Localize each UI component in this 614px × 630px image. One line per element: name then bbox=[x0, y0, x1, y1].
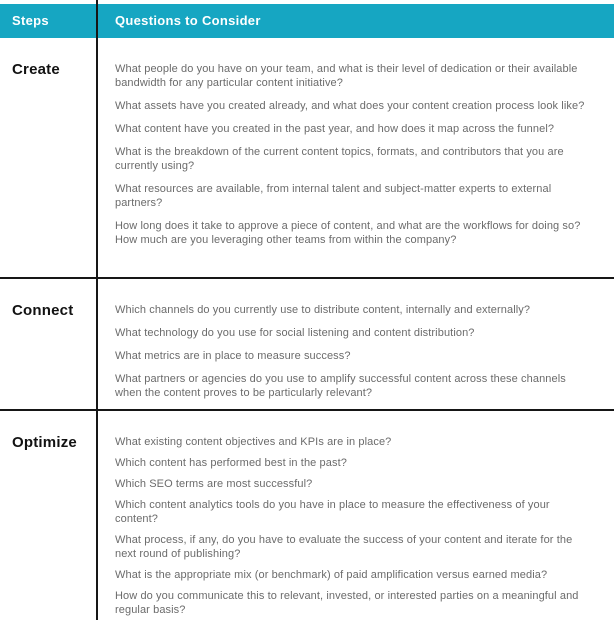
question-text: What metrics are in place to measure success? bbox=[115, 350, 351, 362]
question-text: Which channels do you currently use to distribute content, internally and externally? bbox=[115, 304, 531, 316]
step-label: Connect bbox=[12, 302, 74, 319]
question-text: Which content analytics tools do you have in place to measure the effectiveness of your content? bbox=[115, 499, 550, 525]
table-row-create bbox=[0, 38, 614, 277]
steps-column-header: Steps bbox=[12, 13, 49, 28]
step-label: Create bbox=[12, 61, 60, 78]
question-text: What assets have you created already, and what does your content creation process look like? bbox=[115, 100, 585, 112]
questions-cell-connect bbox=[96, 279, 614, 409]
question-text: What resources are available, from internal talent and subject-matter experts to external partners? bbox=[115, 183, 552, 209]
question-text: How do you communicate this to relevant, invested, or interested parties on a meaningful and regular basis? bbox=[115, 590, 579, 616]
questions-cell-optimize bbox=[96, 411, 614, 616]
question-text: What is the appropriate mix (or benchmark) of paid amplification versus earned media? bbox=[115, 569, 548, 581]
question-text: What people do you have on your team, and what is their level of dedication or their available bandwidth for any particular content initiative? bbox=[115, 63, 578, 89]
header-cell-questions bbox=[96, 12, 614, 30]
header-cell-steps bbox=[0, 12, 96, 30]
step-cell-connect bbox=[0, 279, 96, 409]
question-text: Which content has performed best in the past? bbox=[115, 457, 347, 469]
question-text: What existing content objectives and KPIs are in place? bbox=[115, 436, 392, 448]
questions-column-header: Questions to Consider bbox=[115, 13, 261, 28]
table-row-optimize bbox=[0, 409, 614, 616]
question-text: Which SEO terms are most successful? bbox=[115, 478, 313, 490]
question-text: What partners or agencies do you use to amplify successful content across these channels when the content proves to be particularly relevant? bbox=[115, 373, 566, 399]
table-row-connect bbox=[0, 277, 614, 409]
step-cell-optimize bbox=[0, 411, 96, 616]
column-divider-rule bbox=[96, 0, 98, 620]
question-text: What technology do you use for social listening and content distribution? bbox=[115, 327, 475, 339]
question-text: What content have you created in the past year, and how does it map across the funnel? bbox=[115, 123, 555, 135]
step-cell-create bbox=[0, 38, 96, 277]
step-label: Optimize bbox=[12, 434, 77, 451]
questions-cell-create bbox=[96, 38, 614, 277]
question-text: What is the breakdown of the current content topics, formats, and contributors that you are currently using? bbox=[115, 146, 564, 172]
question-text: How long does it take to approve a piece of content, and what are the workflows for doing so? How much are you leveraging other teams from within the company? bbox=[115, 220, 581, 246]
question-text: What process, if any, do you have to evaluate the success of your content and iterate for the next round of publishing? bbox=[115, 534, 573, 560]
table-header-row bbox=[0, 4, 614, 38]
table-body bbox=[0, 38, 614, 616]
